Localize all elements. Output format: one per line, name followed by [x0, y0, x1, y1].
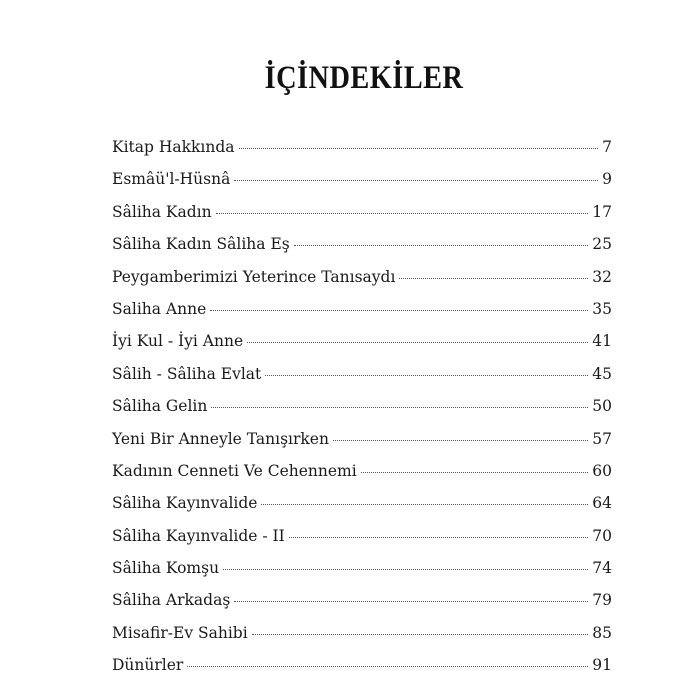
- toc-entry: [112, 228, 612, 260]
- toc-entry-title: Sâlih - Sâliha Evlat: [112, 364, 262, 383]
- toc-entry: [112, 584, 612, 616]
- toc-entry-page-number: 25: [592, 235, 612, 254]
- toc-entry-page-number: 79: [592, 591, 612, 610]
- dot-leader: [252, 633, 589, 635]
- toc-entry-page-number: 70: [592, 526, 612, 545]
- toc-entry-title: Esmâü'l-Hüsnâ: [112, 170, 231, 189]
- dot-leader: [333, 439, 588, 441]
- toc-entry-title: Peygamberimizi Yeterince Tanısaydı: [112, 267, 396, 286]
- dot-leader: [294, 244, 589, 246]
- dot-leader: [216, 212, 589, 214]
- toc-entry-page-number: 85: [592, 623, 612, 642]
- toc-entry-page-number: 32: [592, 267, 612, 286]
- dot-leader: [187, 665, 588, 667]
- toc-entry: [112, 520, 612, 552]
- toc-entry-title: Saliha Anne: [112, 299, 207, 318]
- toc-entry-page-number: 91: [592, 656, 612, 675]
- toc-entry-page-number: 60: [592, 461, 612, 480]
- toc-entry: [112, 390, 612, 422]
- toc-entry: [112, 649, 612, 681]
- toc-entry: [112, 617, 612, 649]
- toc-entry-page-number: 17: [592, 202, 612, 221]
- toc-entry-title: Sâliha Kadın Sâliha Eş: [112, 235, 290, 254]
- dot-leader: [289, 536, 588, 538]
- dot-leader: [210, 309, 588, 311]
- dot-leader: [211, 406, 588, 408]
- toc-entry-page-number: 7: [602, 138, 612, 156]
- dot-leader: [361, 471, 589, 473]
- table-of-contents: [112, 131, 612, 682]
- toc-entry-page-number: 45: [592, 364, 612, 383]
- toc-entry-title: Sâliha Kayınvalide - II: [112, 526, 285, 545]
- toc-entry: [112, 455, 612, 487]
- toc-entry-page-number: 9: [602, 170, 612, 189]
- toc-entry-title: Kitap Hakkında: [112, 138, 235, 156]
- toc-entry: [112, 487, 612, 519]
- dot-leader: [261, 503, 588, 505]
- page-title: İÇİNDEKİLER: [264, 60, 464, 97]
- toc-entry-title: Sâliha Kayınvalide: [112, 494, 258, 513]
- toc-entry-page-number: 41: [592, 332, 612, 351]
- dot-leader: [247, 341, 588, 343]
- toc-entry-title: Misafir-Ev Sahibi: [112, 623, 248, 642]
- toc-entry: [112, 196, 612, 228]
- dot-leader: [399, 277, 588, 279]
- dot-leader: [239, 147, 599, 149]
- toc-entry-page-number: 50: [592, 397, 612, 416]
- toc-entry: [112, 358, 612, 390]
- toc-entry: [112, 163, 612, 195]
- toc-entry: [112, 423, 612, 455]
- toc-entry: [112, 325, 612, 357]
- toc-entry-title: Sâliha Kadın: [112, 202, 212, 221]
- toc-entry-title: Dünürler: [112, 656, 184, 675]
- toc-entry-title: Yeni Bir Anneyle Tanışırken: [112, 429, 329, 448]
- dot-leader: [265, 374, 588, 376]
- toc-entry-page-number: 74: [592, 559, 612, 578]
- dot-leader: [223, 568, 588, 570]
- toc-entry: [112, 293, 612, 325]
- dot-leader: [234, 179, 598, 181]
- toc-entry: [112, 261, 612, 293]
- toc-entry-title: Sâliha Arkadaş: [112, 591, 231, 610]
- toc-entry: [112, 552, 612, 584]
- toc-entry-title: Sâliha Komşu: [112, 559, 220, 578]
- toc-entry-title: Sâliha Gelin: [112, 397, 208, 416]
- toc-entry-title: İyi Kul - İyi Anne: [112, 332, 244, 351]
- toc-entry-page-number: 57: [592, 429, 612, 448]
- toc-entry-page-number: 35: [592, 299, 612, 318]
- toc-entry: [112, 131, 612, 163]
- toc-entry-title: Kadının Cenneti Ve Cehennemi: [112, 461, 357, 480]
- dot-leader: [234, 600, 588, 602]
- toc-entry-page-number: 64: [592, 494, 612, 513]
